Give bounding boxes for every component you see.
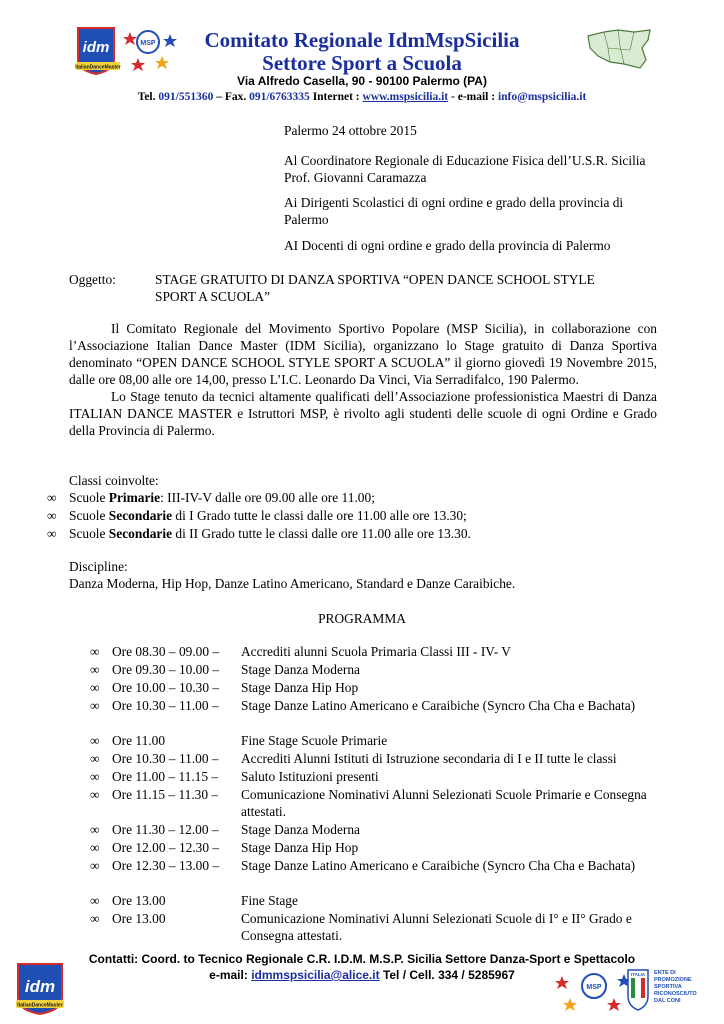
disciplines-text: Danza Moderna, Hip Hop, Danze Latino Americano, Standard e Danze Caraibiche. bbox=[69, 576, 516, 591]
letter-date: Palermo 24 ottobre 2015 bbox=[284, 123, 417, 138]
internet-label: Internet : bbox=[309, 91, 363, 103]
logo-text: idm bbox=[82, 39, 110, 56]
footer-email-label: e-mail: bbox=[209, 968, 252, 982]
body-paragraphs bbox=[69, 320, 657, 439]
recipient2-line2: Palermo bbox=[284, 212, 329, 227]
coni-label: ITALIA bbox=[630, 972, 646, 977]
header-contacts bbox=[0, 90, 724, 104]
tel-number: 091/551360 bbox=[158, 91, 214, 103]
footer-phone: Tel / Cell. 334 / 5285967 bbox=[379, 968, 515, 982]
header-address: Via Alfredo Casella, 90 - 90100 Palermo (PA) bbox=[237, 74, 487, 88]
class-item: ∞ Scuole Secondarie di I Grado tutte le classi dalle ore 11.00 alle ore 13.30; bbox=[47, 508, 467, 523]
email-link[interactable]: info@mspsicilia.it bbox=[497, 91, 587, 103]
infinity-bullet-icon: ∞ bbox=[90, 680, 100, 695]
sicily-map-icon bbox=[584, 26, 654, 72]
infinity-bullet-icon: ∞ bbox=[47, 526, 57, 541]
class-item: ∞ Scuole Primarie: III-IV-V dalle ore 09.00 alle ore 11.00; bbox=[47, 490, 375, 505]
infinity-bullet-icon: ∞ bbox=[90, 769, 100, 784]
infinity-bullet-icon: ∞ bbox=[90, 751, 100, 766]
infinity-bullet-icon: ∞ bbox=[90, 733, 100, 748]
website-link[interactable]: www.mspsicilia.it bbox=[362, 91, 449, 103]
footer-email-link[interactable]: idmmspsicilia@alice.it bbox=[251, 968, 380, 982]
recipient3: AI Docenti di ogni ordine e grado della provincia di Palermo bbox=[284, 238, 611, 253]
subject-label: Oggetto: bbox=[69, 272, 116, 287]
disciplines-heading: Discipline: bbox=[69, 559, 128, 574]
infinity-bullet-icon: ∞ bbox=[47, 508, 57, 523]
classes-heading: Classi coinvolte: bbox=[69, 473, 159, 488]
footer-contacts: Contatti: Coord. to Tecnico Regionale C.R. I.D.M. M.S.P. Sicilia Settore Danza-Sport e Spettacolo bbox=[88, 952, 636, 966]
fax-label: – Fax. bbox=[213, 91, 250, 103]
recipient1-line2: Prof. Giovanni Caramazza bbox=[284, 170, 427, 185]
logo-sub: ItalianDanceMaster bbox=[75, 64, 121, 71]
fax-number: 091/6763335 bbox=[249, 91, 310, 103]
recipient1-line1: Al Coordinatore Regionale di Educazione Fisica dell’U.S.R. Sicilia bbox=[284, 153, 646, 168]
email-label: - e-mail : bbox=[448, 91, 498, 103]
infinity-bullet-icon: ∞ bbox=[47, 490, 57, 505]
tel-label: Tel. bbox=[137, 91, 159, 103]
programma-heading: PROGRAMMA bbox=[318, 611, 406, 626]
recipient2-line1: Ai Dirigenti Scolastici di ogni ordine e grado della provincia di bbox=[284, 195, 624, 210]
infinity-bullet-icon: ∞ bbox=[90, 787, 100, 802]
subject-line2: SPORT A SCUOLA” bbox=[155, 289, 271, 304]
infinity-bullet-icon: ∞ bbox=[90, 893, 100, 908]
paragraph-1: Il Comitato Regionale del Movimento Sportivo Popolare (MSP Sicilia), in collaborazione con l’Associazione Italian Dance Master (IDM Sicilia), organizzano lo Stage gratuito di Danza Sportiva denominato “OPEN DANCE SCHOOL STYLE SPORT A SCUOLA” il giorno giovedì 19 Novembre 2015, dalle ore 08,00 alle ore 14,00, presso L’I.C. Leonardo Da Vinci, Via Serradifalco, 190 Palermo. bbox=[69, 321, 657, 387]
infinity-bullet-icon: ∞ bbox=[90, 840, 100, 855]
coni-text: ENTE DI PROMOZIONE SPORTIVA RICONOSCIUTO DAL CONI bbox=[654, 970, 697, 1004]
header-title-line1: Comitato Regionale IdmMspSicilia bbox=[204, 28, 520, 52]
infinity-bullet-icon: ∞ bbox=[90, 822, 100, 837]
infinity-bullet-icon: ∞ bbox=[90, 644, 100, 659]
footer-logo-sub: ItalianDanceMaster bbox=[17, 1002, 63, 1009]
infinity-bullet-icon: ∞ bbox=[90, 698, 100, 713]
infinity-bullet-icon: ∞ bbox=[90, 911, 100, 926]
header-title-line2: Settore Sport a Scuola bbox=[262, 51, 462, 75]
footer-logo-text: idm bbox=[24, 977, 56, 996]
logo-badge: MSP bbox=[140, 40, 156, 47]
class-item: ∞ Scuole Secondarie di II Grado tutte le classi dalle ore 11.00 alle ore 13.30. bbox=[47, 526, 471, 541]
footer-msp-badge: MSP bbox=[586, 984, 602, 991]
infinity-bullet-icon: ∞ bbox=[90, 858, 100, 873]
infinity-bullet-icon: ∞ bbox=[90, 662, 100, 677]
paragraph-2: Lo Stage tenuto da tecnici altamente qualificati dell’Associazione professionistica Maestri di Danza ITALIAN DANCE MASTER e Istruttori MSP, è rivolto agli studenti delle scuole di ogni Ordine e Grado della Provincia di Palermo. bbox=[69, 389, 657, 438]
sicily-map bbox=[584, 26, 654, 72]
coni-badge bbox=[626, 968, 710, 1012]
subject-line1: STAGE GRATUITO DI DANZA SPORTIVA “OPEN DANCE SCHOOL STYLE bbox=[155, 272, 595, 287]
